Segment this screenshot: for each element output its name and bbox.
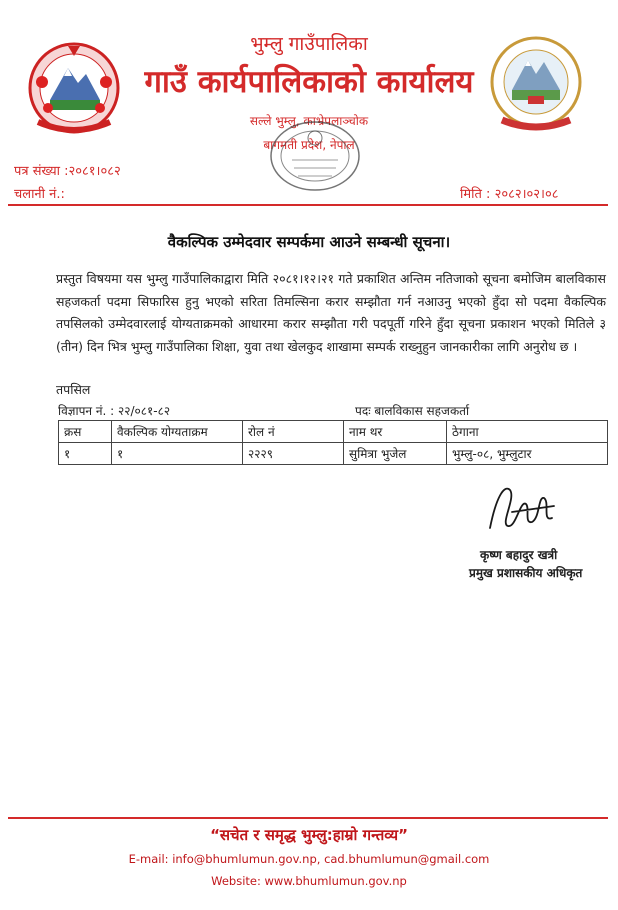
municipality-name: भुम्लु गाउँपालिका: [250, 33, 368, 55]
col-header-roll: रोल नं: [243, 421, 344, 443]
footer-motto: “सचेत र समृद्ध भुम्लु:हाम्रो गन्तव्य”: [210, 826, 408, 844]
col-header-address: ठेगाना: [447, 421, 608, 443]
notice-body: प्रस्तुत विषयमा यस भुम्लु गाउँपालिकाद्वारा मिति २०८१।१२।२१ गते प्रकाशित अन्तिम नतिजाको सूचना बमोजिम बालविकास सहजकर्ता पदमा सिफारिस हुनु भएको सरिता तिमल्सिना करार सम्झौता गर्न नआउनु भएको हुँदा सो पदमा वैकल्पिक तपसिलको उम्मेदवारलाई योग्यताक्रमको आधारमा करार सम्झौता गरी पदपूर्ती गरिने हुँदा सूचना प्रकाशन भएको मितिले ३ (तीन) दिन भित्र भुम्लु गाउँपालिका शिक्षा, युवा तथा खेलकुद शाखामा सम्पर्क राख्नुहुन जानकारीका लागि अनुरोध छ ।: [56, 271, 606, 354]
advertisement-number: विज्ञापन नं. : २२/०८१-८२: [58, 404, 171, 418]
address-line-2: बागमती प्रदेश, नेपाल: [263, 138, 355, 152]
footer-divider: [8, 817, 608, 819]
header-divider: [8, 204, 608, 206]
footer-website[interactable]: Website: www.bhumlumun.gov.np: [211, 874, 407, 888]
signature: [482, 478, 562, 540]
signatory-designation: प्रमुख प्रशासकीय अधिकृत: [469, 566, 583, 580]
cell-rank: १: [112, 443, 243, 465]
table-header-row: [59, 421, 608, 443]
table-row: [59, 443, 608, 465]
footer-email[interactable]: E-mail: info@bhumlumun.gov.np, cad.bhumlumun@gmail.com: [128, 852, 490, 866]
letter-number: पत्र संख्या :२०८१।०८२: [14, 164, 121, 179]
candidate-table: [58, 420, 608, 465]
cell-name: सुमित्रा भुजेल: [344, 443, 447, 465]
date: मिति : २०८२।०२।०८: [460, 187, 559, 202]
official-stamp: [266, 116, 364, 196]
cell-sn: १: [59, 443, 112, 465]
cell-roll: २२२९: [243, 443, 344, 465]
notice-title: वैकल्पिक उम्मेदवार सम्पर्कमा आउने सम्बन्धी सूचना।: [167, 233, 451, 251]
dispatch-number: चलानी नं.:: [14, 187, 65, 202]
address-line-1: सल्ले भुम्लु, काभ्रेपलाञ्चोक: [249, 114, 369, 128]
signatory-name: कृष्ण बहादुर खत्री: [480, 548, 558, 562]
col-header-name: नाम थर: [344, 421, 447, 443]
col-header-rank: वैकल्पिक योग्यताक्रम: [112, 421, 243, 443]
cell-address: भुम्लु-०८, भुम्लुटार: [447, 443, 608, 465]
col-header-sn: क्रस: [59, 421, 112, 443]
schedule-label: तपसिल: [56, 382, 91, 397]
office-name: गाउँ कार्यपालिकाको कार्यालय: [144, 64, 474, 100]
post-name: पदः बालविकास सहजकर्ता: [355, 404, 470, 418]
